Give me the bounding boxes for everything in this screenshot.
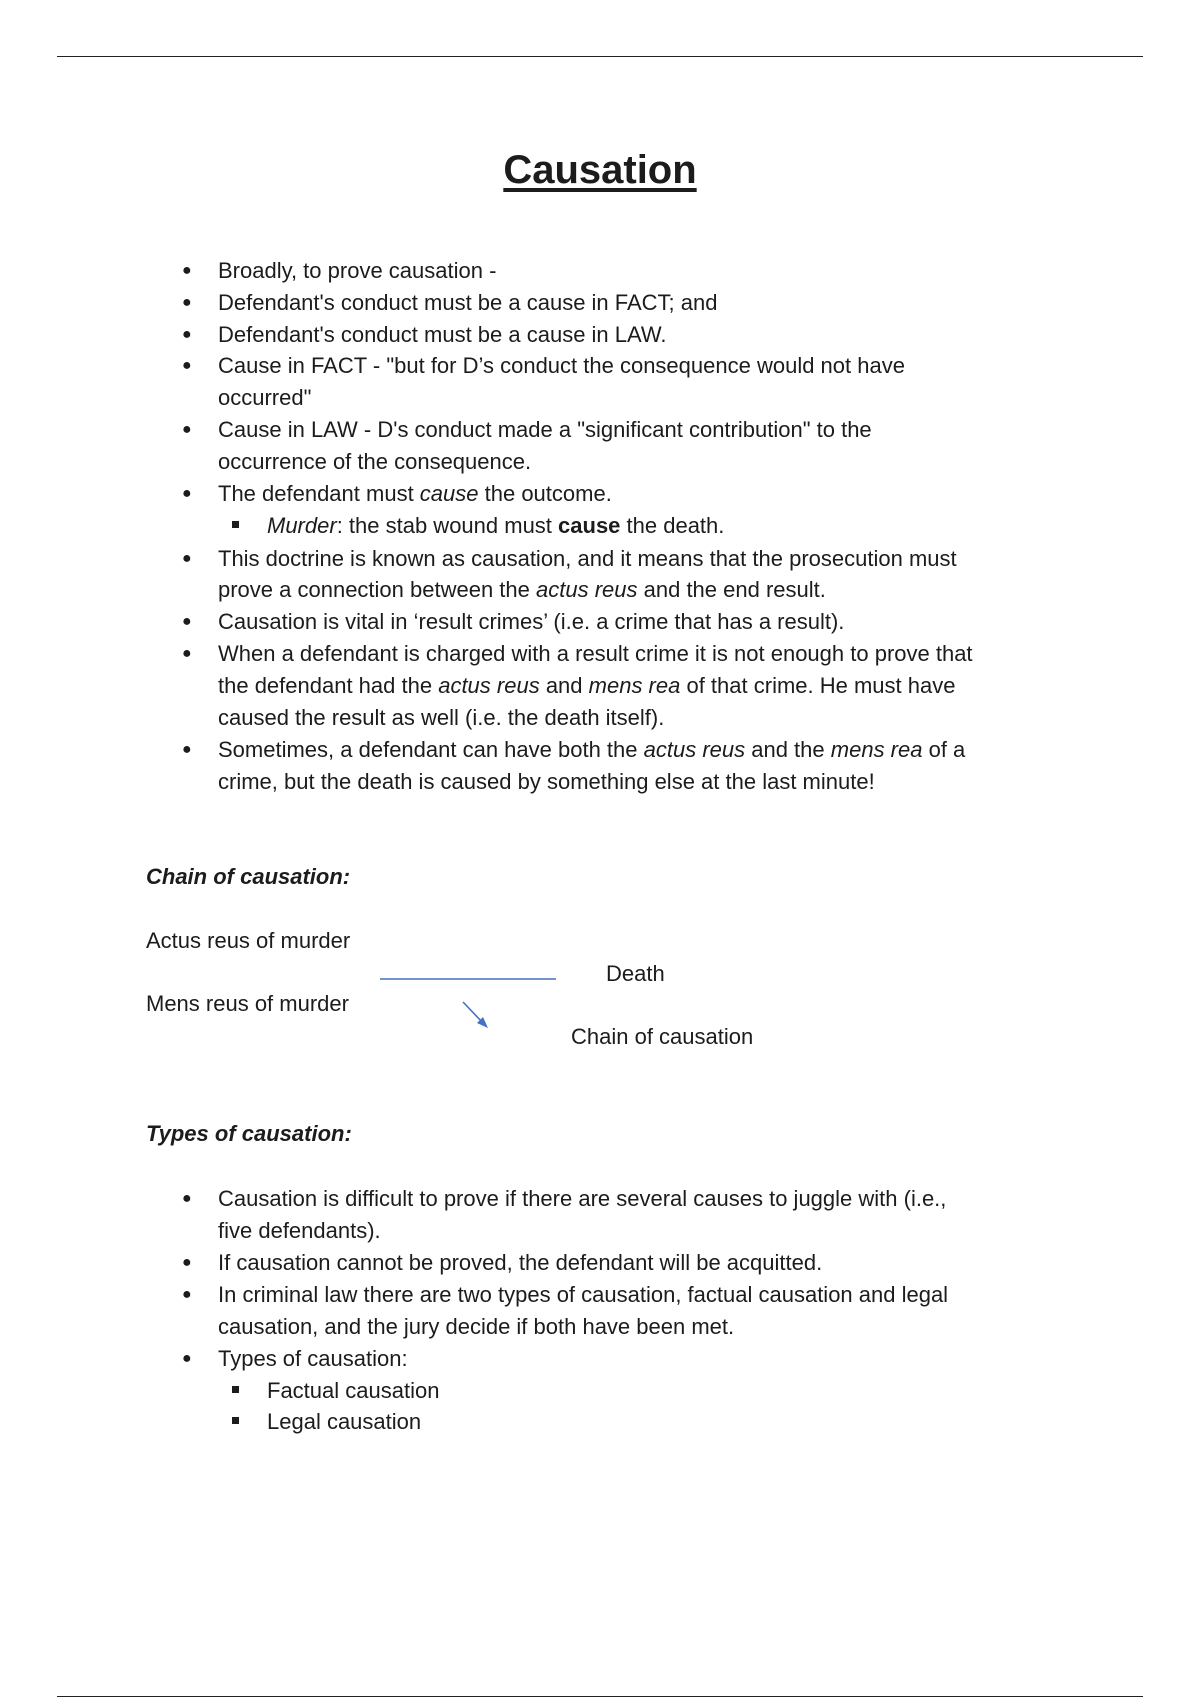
chain-heading: Chain of causation:	[146, 864, 351, 889]
bullet-icon: ●	[182, 485, 192, 502]
list-item-continued: occurrence of the consequence.	[218, 449, 532, 474]
chain-diagram	[370, 960, 570, 1040]
list-item: When a defendant is charged with a result crime it is not enough to prove that	[218, 641, 973, 666]
bullet-icon: ●	[182, 741, 192, 758]
list-item-continued: occurred"	[218, 385, 312, 410]
list-item: Broadly, to prove causation -	[218, 258, 497, 283]
list-item-continued: crime, but the death is caused by something else at the last minute!	[218, 769, 875, 794]
types-heading: Types of causation:	[146, 1121, 352, 1146]
square-bullet-icon	[232, 521, 239, 528]
list-item: If causation cannot be proved, the defendant will be acquitted.	[218, 1250, 823, 1275]
list-item: Defendant's conduct must be a cause in LAW.	[218, 322, 667, 347]
sub-list-item: Murder: the stab wound must cause the death.	[267, 513, 725, 538]
list-item: This doctrine is known as causation, and it means that the prosecution must	[218, 546, 957, 571]
bullet-icon: ●	[182, 421, 192, 438]
list-item: The defendant must cause the outcome.	[218, 481, 612, 506]
list-item: Causation is difficult to prove if there are several causes to juggle with (i.e.,	[218, 1186, 947, 1211]
list-item: Cause in FACT - "but for D’s conduct the consequence would not have	[218, 353, 905, 378]
list-item-continued: causation, and the jury decide if both have been met.	[218, 1314, 735, 1339]
list-item: Sometimes, a defendant can have both the actus reus and the mens rea of a	[218, 737, 966, 762]
bullet-icon: ●	[182, 1254, 192, 1271]
sub-list-item: Factual causation	[267, 1378, 440, 1403]
list-item: Defendant's conduct must be a cause in FACT; and	[218, 290, 718, 315]
list-item-continued: the defendant had the actus reus and mens rea of that crime. He must have	[218, 673, 956, 698]
top-rule	[57, 56, 1143, 57]
bullet-icon: ●	[182, 326, 192, 343]
chain-of-causation-label: Chain of causation	[571, 1024, 754, 1049]
list-item: Causation is vital in ‘result crimes’ (i.e. a crime that has a result).	[218, 609, 845, 634]
arrow-icon	[463, 1002, 488, 1028]
bullet-icon: ●	[182, 357, 192, 374]
list-item: In criminal law there are two types of causation, factual causation and legal	[218, 1282, 949, 1307]
bottom-rule	[57, 1696, 1143, 1697]
death-label: Death	[606, 961, 665, 986]
page-title: Causation	[503, 148, 697, 192]
bullet-icon: ●	[182, 1286, 192, 1303]
mens-reus-label: Mens reus of murder	[146, 991, 349, 1016]
list-item: Types of causation:	[218, 1346, 408, 1371]
list-item-continued: five defendants).	[218, 1218, 381, 1243]
bullet-icon: ●	[182, 262, 192, 279]
sub-list-item: Legal causation	[267, 1409, 422, 1434]
actus-reus-label: Actus reus of murder	[146, 928, 351, 953]
bullet-icon: ●	[182, 1350, 192, 1367]
bullet-icon: ●	[182, 645, 192, 662]
square-bullet-icon	[232, 1386, 239, 1393]
square-bullet-icon	[232, 1417, 239, 1424]
list-item: Cause in LAW - D's conduct made a "significant contribution" to the	[218, 417, 872, 442]
bullet-icon: ●	[182, 294, 192, 311]
bullet-icon: ●	[182, 550, 192, 567]
bullet-icon: ●	[182, 1190, 192, 1207]
list-item-continued: prove a connection between the actus reus and the end result.	[218, 577, 826, 602]
bullet-icon: ●	[182, 613, 192, 630]
list-item-continued: caused the result as well (i.e. the death itself).	[218, 705, 665, 730]
